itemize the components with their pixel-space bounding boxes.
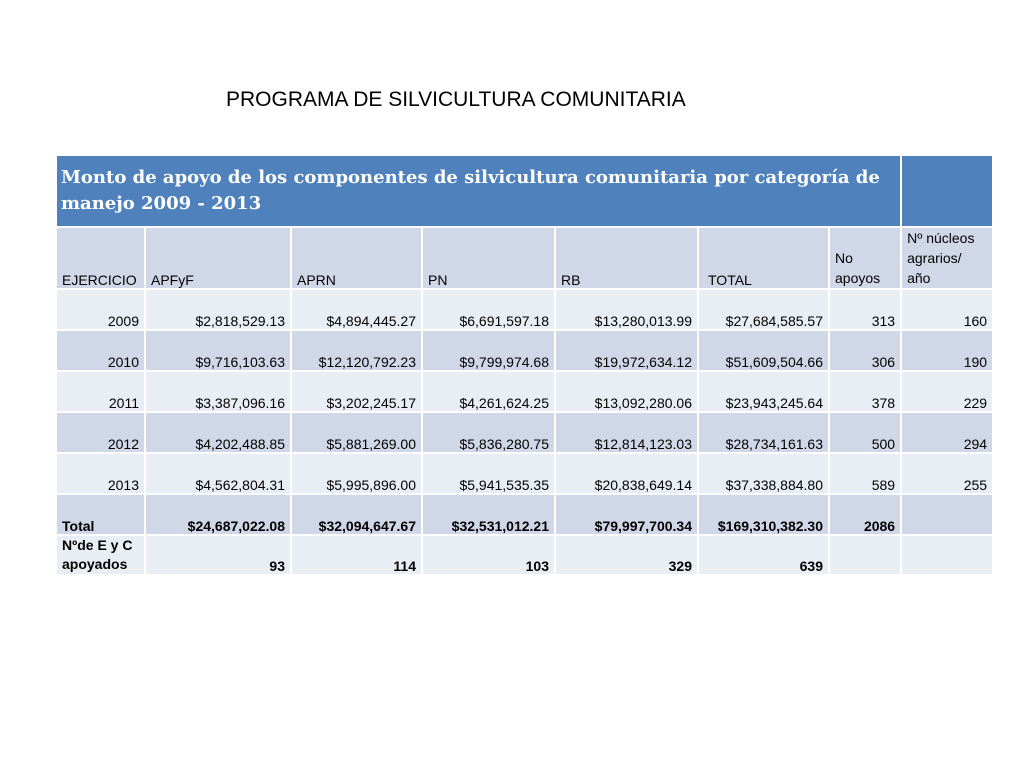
cell-aprn: $3,202,245.17 xyxy=(292,372,421,411)
cell-nucleos: 255 xyxy=(902,454,992,493)
total-apfyf: $24,687,022.08 xyxy=(146,495,290,534)
cell-apfyf: $9,716,103.63 xyxy=(146,331,290,370)
apoyados-apfyf: 93 xyxy=(146,536,290,574)
header-row xyxy=(57,228,992,288)
cell-no-apoyos: 378 xyxy=(830,372,900,411)
col-header-apfyf: APFyF xyxy=(146,228,290,288)
cell-aprn: $4,894,445.27 xyxy=(292,290,421,329)
cell-nucleos: 294 xyxy=(902,413,992,452)
cell-aprn: $5,995,896.00 xyxy=(292,454,421,493)
apoyados-rb: 329 xyxy=(556,536,697,574)
cell-pn: $5,836,280.75 xyxy=(423,413,554,452)
col-header-nucleos-agrarios: Nº núcleos agrarios/ año xyxy=(902,228,992,288)
cell-pn: $9,799,974.68 xyxy=(423,331,554,370)
cell-no-apoyos: 313 xyxy=(830,290,900,329)
cell-pn: $4,261,624.25 xyxy=(423,372,554,411)
cell-ejercicio: 2010 xyxy=(57,331,144,370)
cell-ejercicio: 2013 xyxy=(57,454,144,493)
cell-apfyf: $4,202,488.85 xyxy=(146,413,290,452)
cell-rb: $13,092,280.06 xyxy=(556,372,697,411)
cell-rb: $13,280,013.99 xyxy=(556,290,697,329)
cell-no-apoyos: 306 xyxy=(830,331,900,370)
total-aprn: $32,094,647.67 xyxy=(292,495,421,534)
cell-ejercicio: 2009 xyxy=(57,290,144,329)
total-nucleos xyxy=(902,495,992,534)
apoyados-row xyxy=(57,536,992,574)
support-amounts-table xyxy=(55,154,994,576)
apoyados-nucleos xyxy=(902,536,992,574)
cell-rb: $19,972,634.12 xyxy=(556,331,697,370)
cell-rb: $12,814,123.03 xyxy=(556,413,697,452)
col-header-rb: RB xyxy=(556,228,697,288)
cell-nucleos: 229 xyxy=(902,372,992,411)
table-row xyxy=(57,372,992,411)
cell-pn: $5,941,535.35 xyxy=(423,454,554,493)
slide-title: PROGRAMA DE SILVICULTURA COMUNITARIA xyxy=(226,88,686,111)
caption-row xyxy=(57,156,992,226)
col-header-aprn: APRN xyxy=(292,228,421,288)
table-caption: Monto de apoyo de los componentes de silvicultura comunitaria por categoría de manejo 2009 - 2013 xyxy=(57,156,900,226)
cell-aprn: $12,120,792.23 xyxy=(292,331,421,370)
table-row xyxy=(57,454,992,493)
total-row xyxy=(57,495,992,534)
col-header-ejercicio: EJERCICIO xyxy=(57,228,144,288)
col-header-no-apoyos: No apoyos xyxy=(830,228,900,288)
table-row xyxy=(57,413,992,452)
col-header-pn: PN xyxy=(423,228,554,288)
table-row xyxy=(57,331,992,370)
total-rb: $79,997,700.34 xyxy=(556,495,697,534)
total-pn: $32,531,012.21 xyxy=(423,495,554,534)
cell-no-apoyos: 589 xyxy=(830,454,900,493)
apoyados-total: 639 xyxy=(699,536,828,574)
cell-aprn: $5,881,269.00 xyxy=(292,413,421,452)
cell-pn: $6,691,597.18 xyxy=(423,290,554,329)
cell-apfyf: $3,387,096.16 xyxy=(146,372,290,411)
cell-total: $51,609,504.66 xyxy=(699,331,828,370)
cell-total: $37,338,884.80 xyxy=(699,454,828,493)
apoyados-aprn: 114 xyxy=(292,536,421,574)
cell-total: $23,943,245.64 xyxy=(699,372,828,411)
cell-no-apoyos: 500 xyxy=(830,413,900,452)
cell-rb: $20,838,649.14 xyxy=(556,454,697,493)
cell-total: $28,734,161.63 xyxy=(699,413,828,452)
caption-empty-cell xyxy=(902,156,992,226)
cell-apfyf: $2,818,529.13 xyxy=(146,290,290,329)
cell-apfyf: $4,562,804.31 xyxy=(146,454,290,493)
table-row xyxy=(57,290,992,329)
apoyados-no-apoyos xyxy=(830,536,900,574)
col-header-total: TOTAL xyxy=(699,228,828,288)
apoyados-label: Nºde E y C apoyados xyxy=(57,536,144,574)
cell-total: $27,684,585.57 xyxy=(699,290,828,329)
total-no-apoyos: 2086 xyxy=(830,495,900,534)
cell-nucleos: 160 xyxy=(902,290,992,329)
apoyados-pn: 103 xyxy=(423,536,554,574)
total-label: Total xyxy=(57,495,144,534)
cell-ejercicio: 2011 xyxy=(57,372,144,411)
cell-ejercicio: 2012 xyxy=(57,413,144,452)
total-total: $169,310,382.30 xyxy=(699,495,828,534)
cell-nucleos: 190 xyxy=(902,331,992,370)
